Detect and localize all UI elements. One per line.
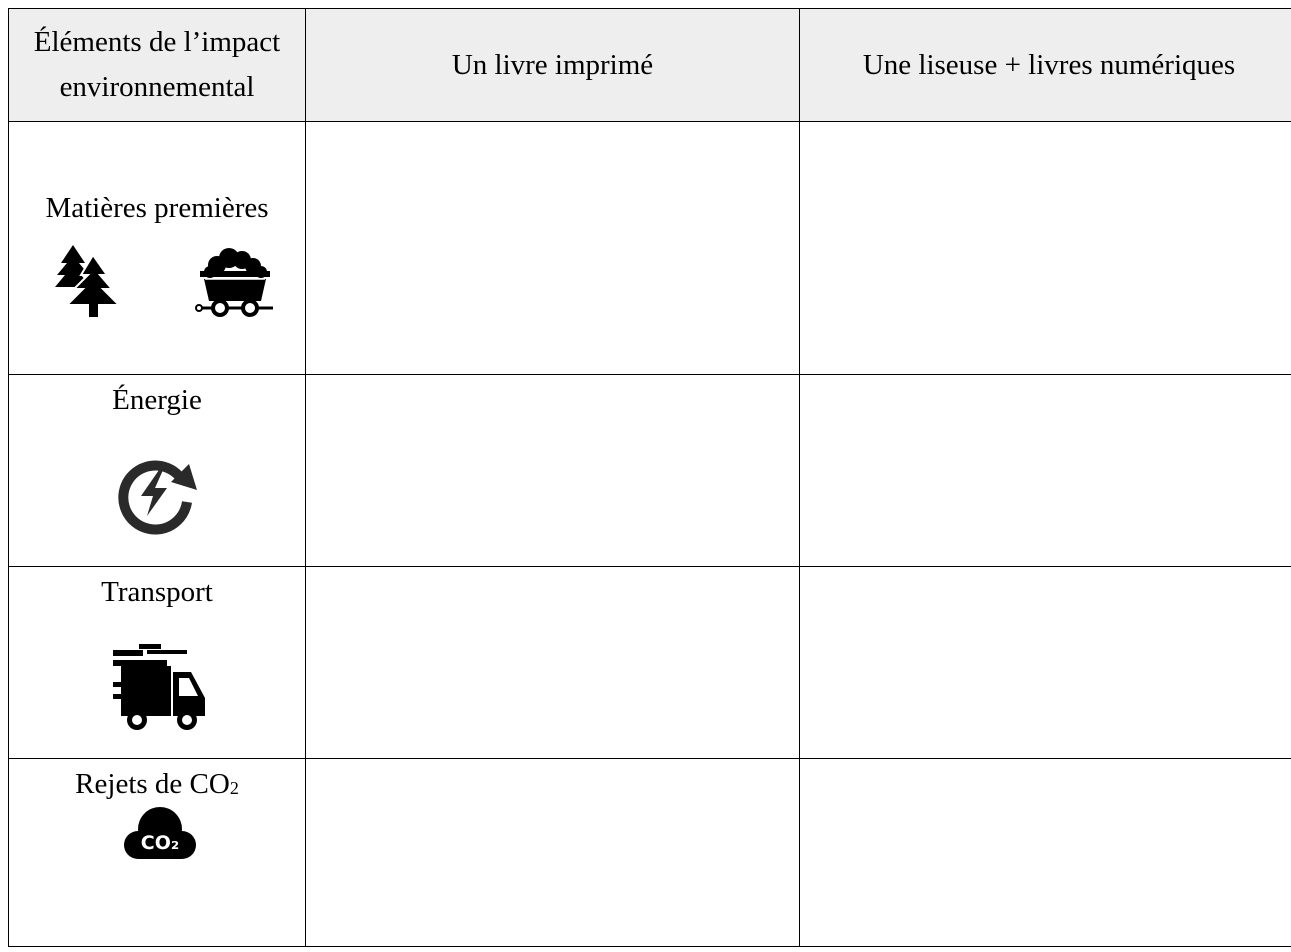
row-co2 xyxy=(9,759,1291,947)
header-elements: Éléments de l’impact environnemental xyxy=(9,9,306,122)
row-label xyxy=(9,759,305,801)
row-label-main: Rejets de CO xyxy=(75,768,230,800)
header-row xyxy=(9,9,1291,122)
ereader-cell xyxy=(800,122,1291,375)
co2-cloud-icon xyxy=(120,803,200,873)
row-label-cell xyxy=(9,567,306,759)
mine-cart-icon xyxy=(195,245,275,317)
row-energy xyxy=(9,375,1291,567)
printed-book-cell xyxy=(306,122,800,375)
row-label: Transport xyxy=(101,576,213,608)
energy-cycle-icon xyxy=(109,452,205,538)
header-ereader: Une liseuse + livres numériques xyxy=(800,9,1291,122)
row-label-cell xyxy=(9,375,306,567)
row-transport xyxy=(9,567,1291,759)
ereader-cell xyxy=(800,375,1291,567)
row-label-subscript: 2 xyxy=(229,778,239,798)
printed-book-cell xyxy=(306,375,800,567)
printed-book-cell xyxy=(306,567,800,759)
row-label-cell xyxy=(9,759,306,947)
ereader-cell xyxy=(800,567,1291,759)
row-label-cell xyxy=(9,122,306,375)
row-label: Énergie xyxy=(112,384,202,416)
row-raw-materials xyxy=(9,122,1291,375)
co2-icon-text: CO₂ xyxy=(140,832,180,854)
impact-comparison-table xyxy=(8,8,1291,947)
printed-book-cell xyxy=(306,759,800,947)
ereader-cell xyxy=(800,759,1291,947)
trees-icon xyxy=(45,241,125,321)
row-label: Matières premières xyxy=(45,192,269,224)
header-printed-book: Un livre imprimé xyxy=(306,9,800,122)
delivery-truck-icon xyxy=(107,642,207,734)
